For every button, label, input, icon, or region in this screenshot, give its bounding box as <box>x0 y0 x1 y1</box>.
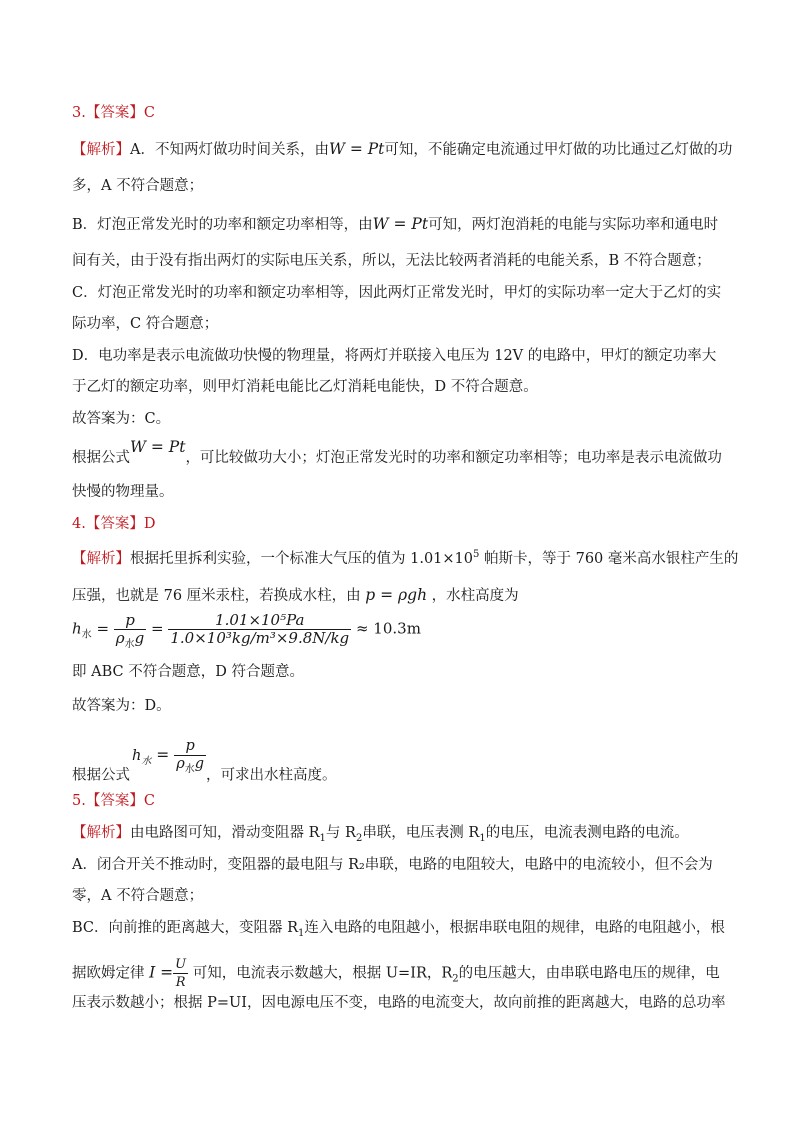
q4-eq-rho-sub: 水 <box>124 639 135 650</box>
q5-ohm-den: R <box>175 975 186 990</box>
q5-bc-line2-b: 的电压越大，由串联电路电压的规律，电 <box>458 965 720 982</box>
q3-d-line1: D．电功率是表示电流做功快慢的物理量，将两灯并联接入电压为 12V 的电路中，甲灯的额定功率大 <box>72 348 717 364</box>
q4-line1-pre: 根据托里拆利实验，一个标准大气压的值为 1.01×10 <box>130 551 473 567</box>
q4-basis-frac <box>174 738 206 773</box>
q4-formula-p: p = ρgh <box>365 586 428 604</box>
q5-sub-r1a: 1 <box>319 832 326 844</box>
q5-ohm-frac <box>173 956 188 991</box>
q4-number: 4. <box>72 516 86 532</box>
q5-title <box>72 791 155 811</box>
q4-basis-frac-num: p <box>174 738 206 756</box>
q4-basis-post: ，可求出水柱高度。 <box>206 767 337 784</box>
q3-a-text-post: 可知，不能确定电流通过甲灯做的功比通过乙灯做的功 <box>384 142 733 158</box>
q5-bc-line2-a: 可知，电流表示数越大，根据 U=IR，R <box>188 965 453 982</box>
q4-basis-pre: 根据公式 <box>72 767 130 784</box>
q3-basis-line1 <box>72 438 722 468</box>
q4-basis: 根据公式$h_水$ = $\frac{p}{\rho_水g}$ ，可求出水柱高度。 <box>72 738 337 784</box>
q4-eq-frac2 <box>168 612 351 647</box>
q3-answer-tag: 【答案】 <box>85 105 144 121</box>
q3-b-line1 <box>72 214 718 235</box>
q5-bc-line3: 压表示数越小；根据 P=UI，因电源电压不变，电路的电流变大，故向前推的距离越大，电路的总功率 <box>72 995 726 1011</box>
q4-line2-post: ，水柱高度为 <box>427 588 519 604</box>
q4-eq-frac1-num: p <box>114 612 146 630</box>
q4-basis-rho: ρ <box>176 756 185 772</box>
q3-d-line2: 于乙灯的额定功率，则甲灯消耗电能比乙灯消耗电能快，D 不符合题意。 <box>72 379 538 395</box>
q4-eq-lhs-sub: 水 <box>81 629 92 641</box>
q4-eq-frac2-num: 1.01×10⁵Pa <box>168 612 351 630</box>
q3-b-text-post: 可知，两灯泡消耗的电能与实际功率和通电时 <box>428 217 719 233</box>
q4-exponent: 5 <box>473 549 480 561</box>
q3-a-text-pre: A．不知两灯做功时间关系，由 <box>130 142 329 158</box>
q4-basis-h: h <box>132 747 142 764</box>
q4-equation: $h_水$ = $\frac{p}{\rho_水g}$ = $\frac{\text{1.01×10⁵Pa}}{\text{1.0×10³kg/m³×9.8N/kg}}$ ≈ 10.3m <box>72 611 421 650</box>
q3-c-line1: C．灯泡正常发光时的功率和额定功率相等，因此两灯正常发光时，甲灯的实际功率一定大于乙灯的实 <box>72 285 722 301</box>
q4-answer-tag: 【答案】 <box>85 516 144 532</box>
q3-basis-formula: W = Pt <box>130 438 186 456</box>
q4-eq-frac2-den: 1.0×10³kg/m³×9.8N/kg <box>170 629 350 647</box>
q5-bc-line2 <box>72 956 720 991</box>
q3-answer: C <box>143 105 155 121</box>
q3-a-line2: 多，A 不符合题意； <box>72 178 204 194</box>
q5-number: 5. <box>72 793 86 809</box>
q3-title <box>72 103 155 123</box>
q4-line1 <box>72 549 738 569</box>
q3-number: 3. <box>72 105 86 121</box>
q4-title <box>72 514 155 534</box>
q4-eq-lhs: h <box>72 619 82 638</box>
q5-line1 <box>72 823 689 843</box>
q5-sub-r2b: 2 <box>452 973 459 985</box>
q3-basis-post: ，可比较做功大小；灯泡正常发光时的功率和额定功率相等；电功率是表示电流做功 <box>185 450 722 466</box>
q4-basis-frac-den <box>174 756 206 773</box>
q4-basis-rho-sub: 水 <box>184 763 195 775</box>
q3-a-line1 <box>72 139 732 160</box>
q4-conclusion: 故答案为：D。 <box>72 698 171 714</box>
q3-basis-line2: 快慢的物理量。 <box>72 484 174 500</box>
q4-line1-post: 帕斯卡，等于 760 毫米高水银柱产生的 <box>479 551 739 567</box>
q3-c-line2: 际功率，C 符合题意； <box>72 316 219 332</box>
q5-bc-line1 <box>72 918 725 938</box>
q5-ohm-num: U <box>175 957 187 972</box>
q5-bc-line1-b: 连入电路的电阻越小，根据串联电阻的规律，电路的电阻越小，根 <box>304 920 725 936</box>
q4-line2-pre: 压强，也就是 76 厘米汞柱，若换成水柱，由 <box>72 588 366 604</box>
q5-sub-r1b: 1 <box>479 832 486 844</box>
q4-eq-g: g <box>134 629 145 647</box>
q5-a-line2: 零，A 不符合题意； <box>72 888 204 904</box>
q4-analysis-tag: 【解析】 <box>72 551 130 567</box>
q5-ohm-i: I = <box>149 963 174 982</box>
q4-eq-frac1 <box>114 611 146 650</box>
q3-b-formula-w: W = Pt <box>372 215 429 233</box>
q5-a-line1: A．闭合开关不推动时，变阻器的最电阻与 R₂串联，电路的电阻较大，电路中的电流较小，但不会为 <box>72 857 713 873</box>
q4-answer: D <box>143 516 156 532</box>
q4-basis-formula <box>132 746 151 766</box>
q3-b-line2: 间有关，由于没有指出两灯的实际电压关系，所以，无法比较两者消耗的电能关系，B 不符合题意； <box>72 253 711 269</box>
q5-bc-line1-a: BC．向前推的距离越大，变阻器 R <box>72 920 299 936</box>
q5-answer: C <box>143 793 155 809</box>
q3-formula-w: W = Pt <box>328 140 385 158</box>
q4-eq-rho: ρ <box>115 629 125 647</box>
q3-b-text-pre: B．灯泡正常发光时的功率和额定功率相等，由 <box>72 217 373 233</box>
q3-analysis-tag: 【解析】 <box>72 142 130 158</box>
q5-analysis-tag: 【解析】 <box>72 825 130 841</box>
q4-line3: 即 ABC 不符合题意，D 符合题意。 <box>72 664 304 680</box>
q4-line2 <box>72 585 519 606</box>
q5-line1-b: 与 R <box>325 825 356 841</box>
q3-conclusion: 故答案为：C。 <box>72 411 171 427</box>
q5-bc-line2-pre: 据欧姆定律 <box>72 965 150 982</box>
q4-eq-frac1-den <box>114 629 146 650</box>
q5-line1-d: 的电压，电流表测电路的电流。 <box>485 825 689 841</box>
q4-eq-result: ≈ 10.3m <box>355 619 421 638</box>
q5-line1-c: 串联，电压表测 R <box>362 825 480 841</box>
q3-basis-pre: 根据公式 <box>72 450 130 466</box>
q5-sub-r1c: 1 <box>298 927 305 939</box>
q5-line1-a: 由电路图可知，滑动变阻器 R <box>130 825 320 841</box>
q4-basis-g: g <box>194 756 205 772</box>
q4-basis-h-sub: 水 <box>141 755 152 767</box>
q5-answer-tag: 【答案】 <box>85 793 144 809</box>
q5-sub-r2a: 2 <box>355 832 363 844</box>
